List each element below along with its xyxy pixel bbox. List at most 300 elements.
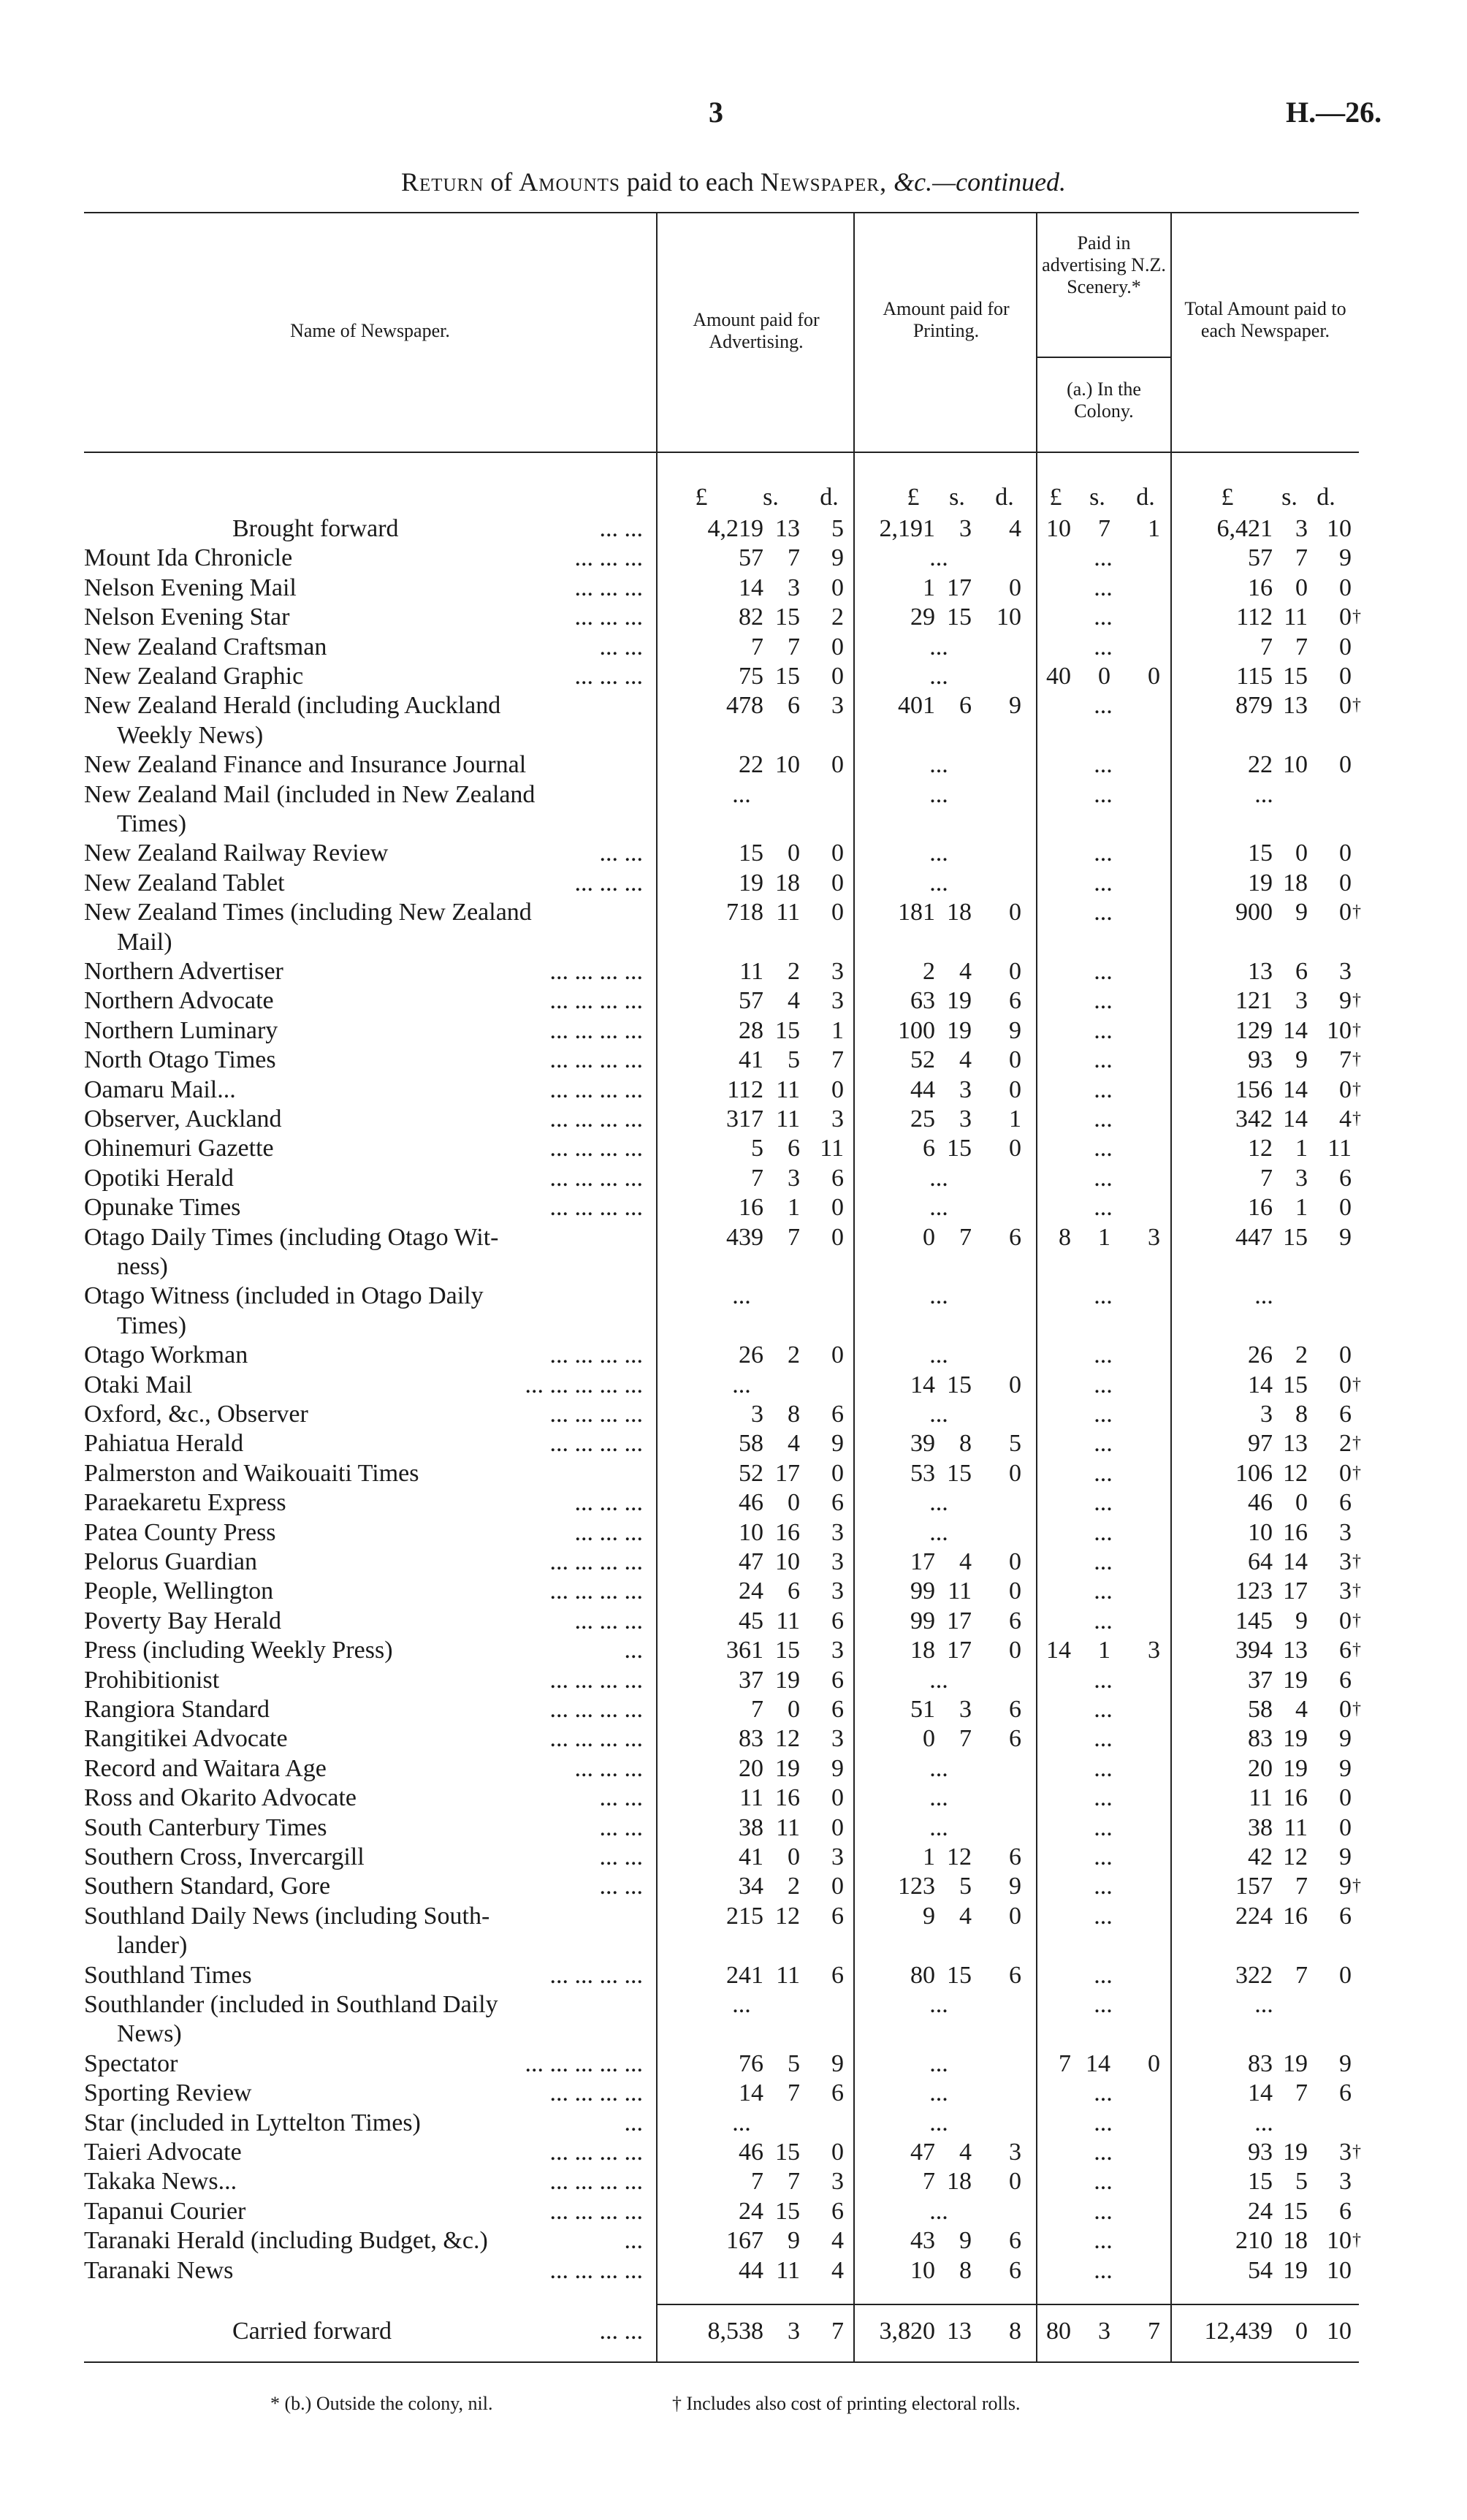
adv-amount-shillings: 10 <box>775 751 800 779</box>
tot-amount-pence: 6 <box>1339 1637 1352 1664</box>
tot-amount-pence: 0 <box>1339 633 1352 661</box>
adv-amount-shillings: 11 <box>776 899 800 926</box>
adv-amount-shillings: 1 <box>788 1194 800 1222</box>
prn-amount-shillings: 5 <box>959 1873 972 1900</box>
prn-empty: ... <box>929 1784 948 1812</box>
table-row <box>0 1163 1467 1193</box>
adv-amount-pounds: 19 <box>739 869 763 897</box>
tot-amount-shillings: 19 <box>1283 1725 1308 1753</box>
leader-dots: ... ... ... <box>574 1489 643 1517</box>
prn-empty: ... <box>929 1401 948 1428</box>
prn-empty: ... <box>929 1754 948 1782</box>
prn-amount-pounds: 7 <box>923 2168 935 2196</box>
leader-dots: ... ... ... ... <box>549 1401 643 1428</box>
tot-amount-shillings: 2 <box>1295 1341 1308 1369</box>
tot-amount-pence: 3 <box>1339 1577 1352 1605</box>
adv-amount-pence: 0 <box>831 840 844 867</box>
leader-dots: ... ... ... ... <box>549 2256 643 2284</box>
tot-amount-pounds: 145 <box>1235 1607 1273 1634</box>
prn-amount-pounds: 401 <box>898 692 935 720</box>
adv-empty: ... <box>732 1282 751 1310</box>
leader-dots: ... <box>624 1637 643 1664</box>
newspaper-name: Rangitikei Advocate <box>84 1725 288 1753</box>
prn-amount-pence: 0 <box>1009 899 1021 926</box>
adv-amount-pence: 0 <box>831 1223 844 1251</box>
adv-amount-shillings: 5 <box>788 1046 800 1074</box>
tot-amount-pounds: 14 <box>1248 2079 1273 2107</box>
tot-amount-shillings: 19 <box>1283 1754 1308 1782</box>
table-row <box>0 780 1467 810</box>
adv-amount-pence: 0 <box>831 1194 844 1222</box>
adv-amount-pounds: 34 <box>739 1873 763 1900</box>
tot-amount-pounds: 16 <box>1248 574 1273 601</box>
adv-amount-pounds: 38 <box>739 1813 763 1841</box>
prn-amount-pence: 6 <box>1009 1223 1021 1251</box>
tot-amount-pounds: 12,439 <box>1204 2318 1273 2345</box>
adv-amount-shillings: 7 <box>788 633 800 661</box>
adv-amount-shillings: 11 <box>776 1961 800 1989</box>
prn-amount-pounds: 181 <box>898 899 935 926</box>
adv-amount-pence: 3 <box>831 1843 844 1870</box>
adv-amount-pence: 6 <box>831 1961 844 1989</box>
adv-amount-pounds: 22 <box>739 751 763 779</box>
sc-empty: ... <box>1094 2227 1113 2255</box>
tot-amount-pounds: 121 <box>1235 987 1273 1015</box>
adv-amount-shillings: 11 <box>776 1813 800 1841</box>
adv-amount-pence: 0 <box>831 1341 844 1369</box>
header-advertising: Amount paid for Advertising. <box>693 309 820 352</box>
sc-empty: ... <box>1094 840 1113 867</box>
sc-amount-pence: 3 <box>1148 1223 1160 1251</box>
adv-amount-shillings: 11 <box>776 1076 800 1103</box>
adv-amount-pounds: 24 <box>739 1577 763 1605</box>
tot-amount-pence: 9 <box>1339 987 1352 1015</box>
sc-amount-pounds: 7 <box>1059 2049 1071 2077</box>
prn-amount-shillings: 18 <box>947 899 972 926</box>
tot-amount-pence: 11 <box>1327 1135 1352 1162</box>
adv-amount-pence: 9 <box>831 1430 844 1458</box>
sc-amount-pence: 3 <box>1148 1637 1160 1664</box>
adv-amount-pounds: 7 <box>751 2168 763 2196</box>
prn-amount-pence: 6 <box>1009 1725 1021 1753</box>
prn-amount-pence: 0 <box>1009 1459 1021 1487</box>
prn-amount-pounds: 53 <box>910 1459 935 1487</box>
tot-amount-shillings: 11 <box>1284 1813 1308 1841</box>
tot-amount-pounds: 13 <box>1248 958 1273 985</box>
tot-amount-shillings: 1 <box>1295 1194 1308 1222</box>
electoral-roll-mark: † <box>1352 607 1361 627</box>
tot-empty: ... <box>1254 1991 1273 2018</box>
tot-amount-pounds: 58 <box>1248 1696 1273 1723</box>
prn-amount-pounds: 99 <box>910 1607 935 1634</box>
tot-amount-pence: 9 <box>1339 544 1352 572</box>
tot-amount-pounds: 46 <box>1248 1489 1273 1517</box>
newspaper-name: Otago Witness (included in Otago Daily <box>84 1282 484 1310</box>
table-row <box>0 1665 1467 1695</box>
adv-amount-shillings: 4 <box>788 1430 800 1458</box>
tot-amount-pence: 0 <box>1339 1076 1352 1103</box>
adv-amount-pounds: 7 <box>751 633 763 661</box>
prn-empty: ... <box>929 751 948 779</box>
table-row <box>0 1488 1467 1518</box>
leader-dots: ... ... <box>599 1873 643 1900</box>
newspaper-name: New Zealand Times (including New Zealand <box>84 899 532 926</box>
adv-amount-shillings: 6 <box>788 1577 800 1605</box>
tot-amount-pounds: 900 <box>1235 899 1273 926</box>
tot-amount-pence: 9 <box>1339 1754 1352 1782</box>
table-row <box>0 1518 1467 1548</box>
sc-amount-pence: 0 <box>1148 2049 1160 2077</box>
tot-amount-shillings: 15 <box>1283 663 1308 690</box>
prn-empty: ... <box>929 1991 948 2018</box>
prn-amount-pounds: 0 <box>923 1223 935 1251</box>
tot-amount-shillings: 3 <box>1295 987 1308 1015</box>
prn-amount-pence: 0 <box>1009 1637 1021 1664</box>
tot-amount-pence: 0 <box>1339 899 1352 926</box>
table-row <box>0 1192 1467 1222</box>
tot-amount-pounds: 12 <box>1248 1135 1273 1162</box>
tot-amount-pounds: 11 <box>1249 1784 1273 1812</box>
electoral-roll-mark: † <box>1352 902 1361 922</box>
prn-amount-pence: 0 <box>1009 1577 1021 1605</box>
leader-dots: ... ... ... ... <box>549 1725 643 1753</box>
leader-dots: ... ... ... ... <box>549 2139 643 2166</box>
newspaper-name: Opotiki Herald <box>84 1164 234 1192</box>
newspaper-name: Otago Workman <box>84 1341 248 1369</box>
prn-amount-shillings: 15 <box>947 1371 972 1398</box>
tot-amount-pence: 0 <box>1339 1696 1352 1723</box>
tot-amount-pounds: 24 <box>1248 2197 1273 2225</box>
tot-amount-pence: 2 <box>1339 1430 1352 1458</box>
adv-amount-pence: 3 <box>831 987 844 1015</box>
prn-amount-pence: 6 <box>1009 1843 1021 1870</box>
tot-amount-shillings: 7 <box>1295 2079 1308 2107</box>
adv-amount-pence: 1 <box>831 1016 844 1044</box>
newspaper-name: Taieri Advocate <box>84 2139 242 2166</box>
table-row <box>0 1370 1467 1400</box>
sc-empty: ... <box>1094 2079 1113 2107</box>
adv-empty: ... <box>732 780 751 808</box>
sc-amount-shillings: 14 <box>1086 2049 1110 2077</box>
newspaper-name: Paraekaretu Express <box>84 1489 286 1517</box>
adv-amount-pounds: 10 <box>739 1518 763 1546</box>
newspaper-name: Tapanui Courier <box>84 2197 246 2225</box>
electoral-roll-mark: † <box>1352 1640 1361 1660</box>
prn-amount-shillings: 3 <box>959 515 972 542</box>
leader-dots: ... ... <box>599 1813 643 1841</box>
sc-empty: ... <box>1094 1489 1113 1517</box>
tot-amount-shillings: 8 <box>1295 1401 1308 1428</box>
adv-amount-pence: 3 <box>831 958 844 985</box>
prn-amount-shillings: 17 <box>947 574 972 601</box>
adv-amount-pounds: 112 <box>727 1076 763 1103</box>
adv-amount-shillings: 3 <box>788 574 800 601</box>
tot-amount-pence: 6 <box>1339 1666 1352 1694</box>
newspaper-name: Prohibitionist <box>84 1666 220 1694</box>
adv-amount-pence: 7 <box>831 1046 844 1074</box>
newspaper-name: South Canterbury Times <box>84 1813 327 1841</box>
electoral-roll-mark: † <box>1352 1876 1361 1896</box>
leader-dots: ... ... ... ... <box>549 2168 643 2196</box>
tot-amount-pounds: 129 <box>1235 1016 1273 1044</box>
sc-empty: ... <box>1094 958 1113 985</box>
sc-empty: ... <box>1094 1873 1113 1900</box>
sc-amount-pounds: 8 <box>1059 1223 1071 1251</box>
adv-amount-pence: 6 <box>831 1607 844 1634</box>
leader-dots: ... ... ... ... <box>549 1341 643 1369</box>
prn-amount-pounds: 0 <box>923 1725 935 1753</box>
tot-amount-shillings: 12 <box>1283 1459 1308 1487</box>
header-printing: Amount paid for Printing. <box>883 298 1010 341</box>
tot-amount-shillings: 10 <box>1283 751 1308 779</box>
prn-amount-pounds: 51 <box>910 1696 935 1723</box>
table-row <box>0 661 1467 691</box>
adv-amount-pence: 11 <box>820 1135 844 1162</box>
prn-amount-pence: 6 <box>1009 2256 1021 2284</box>
newspaper-name: Southern Standard, Gore <box>84 1873 331 1900</box>
electoral-roll-mark: † <box>1352 1552 1361 1571</box>
tot-amount-shillings: 13 <box>1283 1637 1308 1664</box>
tot-amount-shillings: 19 <box>1283 1666 1308 1694</box>
newspaper-name: Oxford, &c., Observer <box>84 1401 308 1428</box>
tot-amount-pence: 0 <box>1339 1459 1352 1487</box>
newspaper-name-continuation: Times) <box>117 810 187 837</box>
sc-empty: ... <box>1094 869 1113 897</box>
sc-empty: ... <box>1094 1459 1113 1487</box>
tot-amount-pounds: 115 <box>1236 663 1273 690</box>
adv-amount-shillings: 5 <box>788 2049 800 2077</box>
adv-amount-shillings: 0 <box>788 1696 800 1723</box>
tot-amount-shillings: 13 <box>1283 1430 1308 1458</box>
prn-amount-shillings: 12 <box>947 1843 972 1870</box>
electoral-roll-mark: † <box>1352 1020 1361 1040</box>
prn-amount-pence: 0 <box>1009 1046 1021 1074</box>
tot-amount-pence: 4 <box>1339 1105 1352 1133</box>
tot-amount-pounds: 97 <box>1248 1430 1273 1458</box>
newspaper-name: Otaki Mail <box>84 1371 193 1398</box>
newspaper-name: Ohinemuri Gazette <box>84 1135 274 1162</box>
prn-amount-pence: 0 <box>1009 2168 1021 2196</box>
prn-amount-shillings: 4 <box>959 1548 972 1575</box>
tot-amount-pounds: 157 <box>1235 1873 1273 1900</box>
adv-amount-pounds: 20 <box>739 1754 763 1782</box>
adv-amount-pence: 6 <box>831 1902 844 1930</box>
adv-amount-pounds: 46 <box>739 1489 763 1517</box>
tot-amount-pounds: 156 <box>1235 1076 1273 1103</box>
adv-amount-pounds: 44 <box>739 2256 763 2284</box>
tot-amount-shillings: 13 <box>1283 692 1308 720</box>
sc-empty: ... <box>1094 1371 1113 1398</box>
leader-dots: ... ... ... <box>574 1754 643 1782</box>
adv-amount-pence: 0 <box>831 574 844 601</box>
table-row <box>0 1576 1467 1606</box>
adv-amount-shillings: 8 <box>788 1401 800 1428</box>
table-row <box>0 1458 1467 1488</box>
prn-amount-pounds: 14 <box>910 1371 935 1398</box>
adv-amount-pounds: 5 <box>751 1135 763 1162</box>
tot-amount-pounds: 342 <box>1235 1105 1273 1133</box>
adv-amount-pounds: 8,538 <box>707 2318 763 2345</box>
adv-amount-pounds: 26 <box>739 1341 763 1369</box>
prn-empty: ... <box>929 1194 948 1222</box>
adv-amount-pence: 3 <box>831 2168 844 2196</box>
adv-amount-shillings: 11 <box>776 1607 800 1634</box>
table-row <box>0 1754 1467 1784</box>
prn-empty: ... <box>929 1666 948 1694</box>
tot-amount-pounds: 14 <box>1248 1371 1273 1398</box>
adv-amount-pence: 0 <box>831 1873 844 1900</box>
prn-amount-shillings: 19 <box>947 987 972 1015</box>
leader-dots: ... ... <box>599 1784 643 1812</box>
tot-amount-pounds: 123 <box>1235 1577 1273 1605</box>
sc-empty: ... <box>1094 1518 1113 1546</box>
table-row <box>0 1045 1467 1075</box>
prn-amount-shillings: 7 <box>959 1725 972 1753</box>
prn-amount-shillings: 9 <box>959 2227 972 2255</box>
tot-amount-pence: 6 <box>1339 1489 1352 1517</box>
tot-amount-pence: 3 <box>1339 1548 1352 1575</box>
table-row <box>0 2226 1467 2256</box>
electoral-roll-mark: † <box>1352 1109 1361 1128</box>
leader-dots: ... ... ... ... <box>549 1548 643 1575</box>
adv-amount-shillings: 16 <box>775 1784 800 1812</box>
electoral-roll-mark: † <box>1352 991 1361 1010</box>
sc-empty: ... <box>1094 1577 1113 1605</box>
sc-empty: ... <box>1094 1607 1113 1634</box>
electoral-roll-mark: † <box>1352 1434 1361 1453</box>
newspaper-name: Mount Ida Chronicle <box>84 544 293 572</box>
adv-amount-shillings: 2 <box>788 1341 800 1369</box>
prn-amount-pounds: 9 <box>923 1902 935 1930</box>
table-row <box>0 573 1467 603</box>
prn-amount-shillings: 8 <box>959 2256 972 2284</box>
table-row <box>0 1901 1467 1931</box>
tot-amount-shillings: 7 <box>1295 544 1308 572</box>
tot-amount-shillings: 15 <box>1283 1371 1308 1398</box>
prn-amount-shillings: 11 <box>948 1577 972 1605</box>
sc-amount-shillings: 0 <box>1098 663 1110 690</box>
leader-dots: ... ... ... ... <box>549 1577 643 1605</box>
sc-empty: ... <box>1094 1135 1113 1162</box>
prn-amount-pence: 9 <box>1009 692 1021 720</box>
scenery-sub-rule <box>1036 357 1170 358</box>
newspaper-name: Spectator <box>84 2049 178 2077</box>
table-row <box>0 1104 1467 1134</box>
sc-empty: ... <box>1094 2139 1113 2166</box>
adv-amount-shillings: 2 <box>788 1873 800 1900</box>
adv-amount-pounds: 7 <box>751 1164 763 1192</box>
header-total: Total Amount paid to each Newspaper. <box>1184 298 1346 341</box>
prn-amount-shillings: 4 <box>959 2139 972 2166</box>
prn-amount-pence: 0 <box>1009 1135 1021 1162</box>
tot-amount-shillings: 9 <box>1295 899 1308 926</box>
prn-empty: ... <box>929 1341 948 1369</box>
newspaper-name: Carried forward <box>232 2318 392 2345</box>
tot-amount-pence: 0 <box>1339 574 1352 601</box>
sc-amount-pounds: 40 <box>1046 663 1071 690</box>
prn-empty: ... <box>929 840 948 867</box>
tot-amount-shillings: 1 <box>1295 1135 1308 1162</box>
adv-empty: ... <box>732 2109 751 2136</box>
adv-amount-pence: 6 <box>831 1164 844 1192</box>
adv-amount-shillings: 2 <box>788 958 800 985</box>
sc-amount-shillings: 1 <box>1098 1637 1110 1664</box>
tot-amount-pence: 6 <box>1339 1401 1352 1428</box>
adv-amount-shillings: 15 <box>775 663 800 690</box>
leader-dots: ... ... ... <box>574 1607 643 1634</box>
adv-amount-shillings: 15 <box>775 2197 800 2225</box>
adv-amount-pounds: 58 <box>739 1430 763 1458</box>
prn-amount-pounds: 1 <box>923 574 935 601</box>
leader-dots: ... ... ... <box>574 604 643 631</box>
prn-empty: ... <box>929 2109 948 2136</box>
prn-empty: ... <box>929 2079 948 2107</box>
newspaper-name: Oamaru Mail... <box>84 1076 236 1103</box>
adv-amount-pounds: 241 <box>726 1961 763 1989</box>
table-row <box>0 632 1467 662</box>
table-row <box>0 2196 1467 2226</box>
prn-amount-pence: 10 <box>997 604 1021 631</box>
sc-empty: ... <box>1094 1813 1113 1841</box>
tot-amount-pounds: 57 <box>1248 544 1273 572</box>
prn-amount-pence: 9 <box>1009 1873 1021 1900</box>
sc-empty: ... <box>1094 1194 1113 1222</box>
prn-amount-pence: 6 <box>1009 1607 1021 1634</box>
newspaper-name: Northern Advocate <box>84 987 274 1015</box>
tot-amount-shillings: 17 <box>1283 1577 1308 1605</box>
tot-amount-shillings: 4 <box>1295 1696 1308 1723</box>
tot-amount-shillings: 9 <box>1295 1046 1308 1074</box>
leader-dots: ... ... ... ... <box>549 1164 643 1192</box>
table-row <box>0 1694 1467 1724</box>
table-row <box>0 1428 1467 1458</box>
tot-amount-pence: 0 <box>1339 663 1352 690</box>
tot-amount-shillings: 0 <box>1295 1489 1308 1517</box>
prn-amount-pence: 0 <box>1009 1371 1021 1398</box>
prn-amount-shillings: 15 <box>947 1459 972 1487</box>
tot-amount-pence: 10 <box>1327 515 1352 542</box>
leader-dots: ... ... ... ... <box>549 1105 643 1133</box>
electoral-roll-mark: † <box>1352 1463 1361 1482</box>
prn-amount-pence: 6 <box>1009 1696 1021 1723</box>
adv-amount-pounds: 45 <box>739 1607 763 1634</box>
table-row <box>0 2166 1467 2196</box>
footnote-outside: * (b.) Outside the colony, nil. <box>270 2393 493 2414</box>
tot-amount-shillings: 6 <box>1295 958 1308 985</box>
adv-amount-pounds: 317 <box>726 1105 763 1133</box>
adv-amount-shillings: 15 <box>775 1016 800 1044</box>
tot-amount-shillings: 3 <box>1295 1164 1308 1192</box>
adv-amount-pence: 0 <box>831 633 844 661</box>
sc-empty: ... <box>1094 2256 1113 2284</box>
tot-amount-pence: 10 <box>1327 2256 1352 2284</box>
newspaper-name: Palmerston and Waikouaiti Times <box>84 1459 419 1487</box>
adv-amount-pounds: 75 <box>739 663 763 690</box>
sc-empty: ... <box>1094 633 1113 661</box>
prn-amount-pence: 9 <box>1009 1016 1021 1044</box>
prn-amount-pounds: 29 <box>910 604 935 631</box>
tot-amount-pounds: 394 <box>1235 1637 1273 1664</box>
sc-empty: ... <box>1094 692 1113 720</box>
prn-amount-pence: 0 <box>1009 1902 1021 1930</box>
table-row <box>0 868 1467 898</box>
electoral-roll-mark: † <box>1352 2231 1361 2250</box>
tot-amount-pounds: 106 <box>1235 1459 1273 1487</box>
tot-amount-pence: 6 <box>1339 2197 1352 2225</box>
prn-amount-shillings: 15 <box>947 1135 972 1162</box>
leader-dots: ... ... ... ... <box>549 1430 643 1458</box>
header-colony: (a.) In the Colony. <box>1067 378 1141 422</box>
